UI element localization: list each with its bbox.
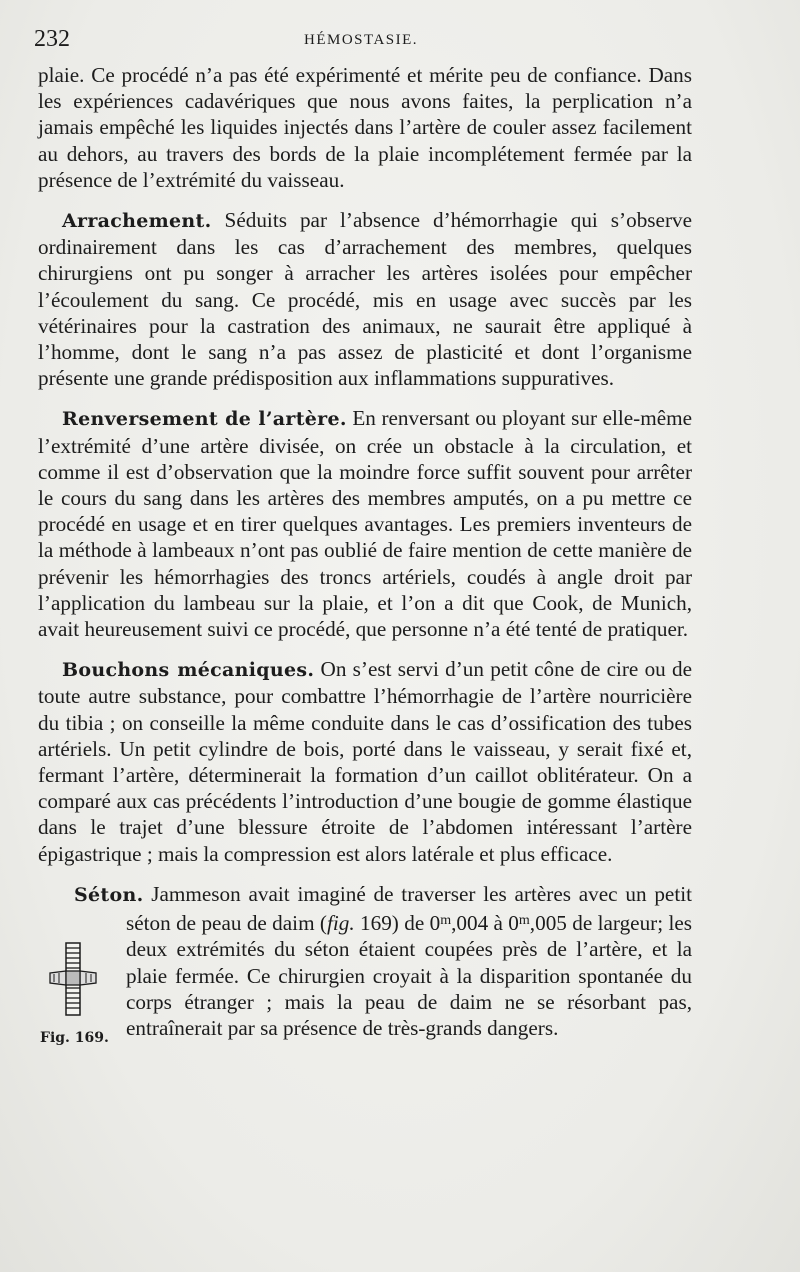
section-heading-seton: Séton. [74,883,144,906]
fig-reference: fig. [326,911,355,936]
running-title: HÉMOSTASIE. [304,32,419,48]
paragraph-bouchons [38,656,692,867]
figure-169 [38,941,122,1061]
paragraph-text: Jammeson avait imaginé de traverser les artères avec un petit séton de peau de daim ( [126,881,692,936]
running-head [34,26,740,58]
seton-illustration-icon [48,941,100,1017]
paragraph-text: En renversant ou ployant sur elle-même l’extrémité d’une artère divisée, on crée un obstacle à la circulation, et comme il est d’observation que la moindre force suffit souvent pour arrêter le cours du sang dans les artères des membres amputés, on a pu mettre ce procédé en usage et en tirer quelques avantages. Les premiers inventeurs de la méthode à lambeaux n’ont pas oublié de faire mention de cette manière de prévenir les hémorrhagies des troncs artériels, coudés à angle droit par l’application du lambeau sur la plaie, et l’on a dit que Cook, de Munich, avait heureusement suivi ce procédé, que personne n’a été tenté de pratiquer. [38,406,693,642]
section-heading-bouchons: Bouchons mécaniques. [62,659,315,682]
paragraph-text: On s’est servi d’un petit cône de cire ou de toute autre substance, pour combattre l’hémorrhagie de l’artère nourricière du tibia ; on conseille la même conduite dans le cas d’ossification des tubes artériels. Un petit cylindre de bois, porté dans le vaisseau, y serait fixé et, fermant l’artère, déterminerait la formation d’un caillot oblitérateur. On a comparé aux cas précédents l’introduction d’une bougie de gomme élastique dans le trajet d’une blessure étroite de l’abdomen intéressant l’artère épigastrique ; mais la compression est alors latérale et plus efficace. [38,657,692,866]
paragraph-arrachement [38,207,692,391]
page-number: 232 [34,26,70,52]
figure-caption: Fig. 169. [40,1029,109,1046]
unit-superscript: m [518,913,530,929]
paragraph-text: ,005 de largeur; les deux extrémités du séton étaient coupées près de l’artère, et la plaie fermée. Ce chirurgien croyait à la disparition spontanée du corps étranger ; mais la peau de daim ne se résorbant pas, entraînerait par sa présence de très-grands dangers. [126,911,693,1040]
paragraph-text: Séduits par l’absence d’hémorrhagie qui s’observe ordinairement dans les cas d’arrachement des membres, quelques chirurgiens ont pu songer à arracher les artères isolées pour empêcher l’écoulement du sang. Ce procédé, mis en usage avec succès par les vétérinaires pour la castration des animaux, ne saurait être appliqué à l’homme, dont le sang n’a pas assez de plasticité et dont l’organisme présente une grande prédisposition aux inflammations suppuratives. [38,208,692,391]
paragraph-continuation: plaie. Ce procédé n’a pas été expérimenté et mérite peu de confiance. Dans les expériences cadavériques que nous avons faites, la perplication n’a jamais empêché les liquides injectés dans l’artère de couler assez facilement au dehors, au travers des bords de la plaie incomplétement fermée par la présence de l’extrémité du vaisseau. [38,63,692,192]
section-heading-arrachement: Arrachement. [62,210,212,233]
paragraph-seton [38,881,693,1046]
paragraph-renversement [38,405,692,642]
unit-superscript: m [440,913,452,929]
section-heading-renversement: Renversement de l’artère. [62,408,347,431]
paragraph-text: ,004 à 0 [451,911,519,936]
paragraph-text: 169) de 0 [354,911,441,936]
body-text [38,62,693,1046]
